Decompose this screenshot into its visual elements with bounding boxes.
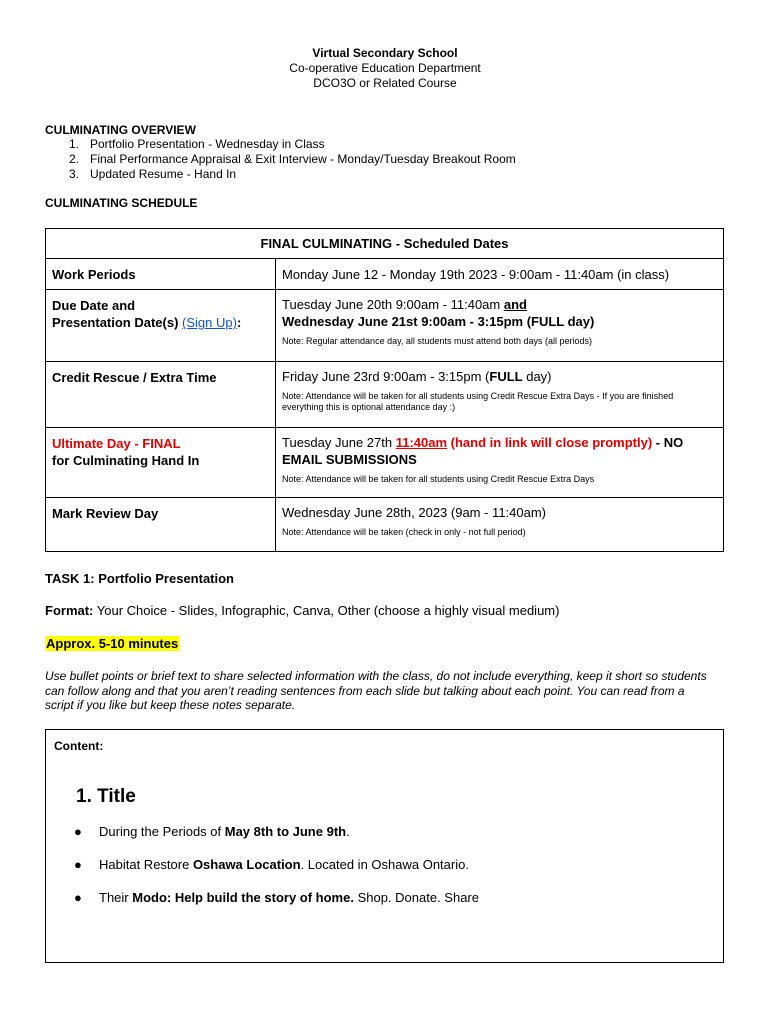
format-line: Format: Your Choice - Slides, Infographic, Canva, Other (choose a highly visual medium) — [45, 603, 560, 618]
table-header: FINAL CULMINATING - Scheduled Dates — [46, 229, 724, 259]
content-heading: 1. Title — [76, 786, 136, 807]
content-box — [45, 729, 724, 963]
due-date-label: Due Date and Presentation Date(s) (Sign Up): — [46, 290, 276, 362]
credit-rescue-note: Note: Attendance will be taken for all students using Credit Rescue Extra Days - If you are finished everything this is optional attendance day :) — [282, 391, 674, 412]
list-item: ● Habitat Restore Oshawa Location. Located in Oshawa Ontario. — [74, 857, 479, 890]
schedule-title: CULMINATING SCHEDULE — [45, 196, 198, 210]
credit-rescue-value: Friday June 23rd 9:00am - 3:15pm (FULL day) Note: Attendance will be taken for all students using Credit Rescue Extra Days - If you are finished everything this is optional attendance day :) — [276, 362, 724, 428]
content-bullets — [74, 824, 479, 923]
ultimate-day-note: Note: Attendance will be taken for all students using Credit Rescue Extra Days — [282, 474, 595, 484]
document-header — [45, 46, 725, 91]
approx-duration: Approx. 5-10 minutes — [46, 636, 179, 651]
list-item: 2. Final Performance Appraisal & Exit Interview - Monday/Tuesday Breakout Room — [69, 152, 516, 166]
due-date-value: Tuesday June 20th 9:00am - 11:40am and Wednesday June 21st 9:00am - 3:15pm (FULL day) Note: Regular attendance day, all students must attend both days (all periods) — [276, 290, 724, 362]
credit-rescue-label: Credit Rescue / Extra Time — [46, 362, 276, 428]
work-periods-label: Work Periods — [46, 259, 276, 290]
bullet-icon: ● — [74, 857, 82, 872]
list-item: ● During the Periods of May 8th to June 9th. — [74, 824, 479, 857]
overview-list — [69, 137, 516, 182]
ultimate-day-label: Ultimate Day - FINAL for Culminating Hand In — [46, 428, 276, 498]
instructions-paragraph: Use bullet points or brief text to share selected information with the class, do not include everything, keep it short so students can follow along and that you aren’t reading sentences from each slide but talking about each point. You can read from a script if you like but keep these notes separate. — [45, 669, 707, 712]
list-item: ● Their Modo: Help build the story of home. Shop. Donate. Share — [74, 890, 479, 923]
table-row — [46, 428, 724, 498]
course-name: DCO3O or Related Course — [313, 76, 457, 90]
mark-review-note: Note: Attendance will be taken (check in only - not full period) — [282, 527, 526, 537]
table-row — [46, 498, 724, 552]
task1-title: TASK 1: Portfolio Presentation — [45, 571, 234, 586]
table-row — [46, 290, 724, 362]
table-row — [46, 229, 724, 259]
sign-up-link[interactable]: (Sign Up) — [182, 315, 237, 330]
work-periods-value: Monday June 12 - Monday 19th 2023 - 9:00am - 11:40am (in class) — [276, 259, 724, 290]
bullet-icon: ● — [74, 890, 82, 905]
due-date-note: Note: Regular attendance day, all students must attend both days (all periods) — [282, 336, 593, 346]
department-name: Co-operative Education Department — [289, 61, 481, 75]
overview-title: CULMINATING OVERVIEW — [45, 123, 196, 137]
content-label: Content: — [54, 739, 104, 753]
mark-review-value: Wednesday June 28th, 2023 (9am - 11:40am) Note: Attendance will be taken (check in only - not full period) — [276, 498, 724, 552]
mark-review-label: Mark Review Day — [46, 498, 276, 552]
list-item: 3. Updated Resume - Hand In — [69, 167, 237, 181]
list-item: 1. Portfolio Presentation - Wednesday in Class — [69, 137, 325, 151]
school-name: Virtual Secondary School — [312, 46, 458, 60]
schedule-table — [45, 228, 724, 552]
table-row — [46, 362, 724, 428]
bullet-icon: ● — [74, 824, 82, 839]
table-row — [46, 259, 724, 290]
ultimate-day-value: Tuesday June 27th 11:40am (hand in link will close promptly) - NO EMAIL SUBMISSIONS Note: Attendance will be taken for all students using Credit Rescue Extra Days — [276, 428, 724, 498]
